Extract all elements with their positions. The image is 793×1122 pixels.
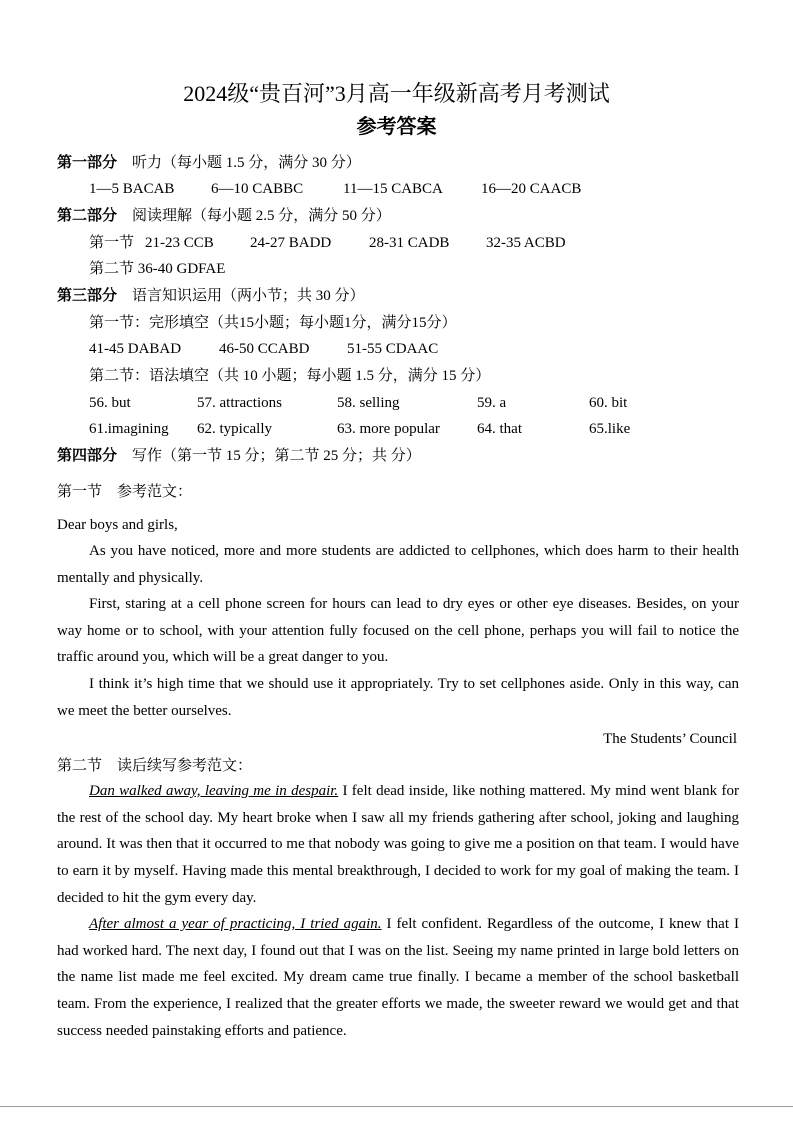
part1-heading: 第一部分 bbox=[57, 155, 118, 171]
footer-divider bbox=[0, 1106, 793, 1107]
page-subtitle: 参考答案 bbox=[356, 116, 437, 138]
part2-section2-label: 第二节 bbox=[89, 261, 135, 277]
part2-header bbox=[57, 206, 391, 226]
part3-section1-answer: 51-55 CDAAC bbox=[347, 341, 439, 357]
grammar-answer: 58. selling bbox=[337, 395, 400, 411]
essay1-paragraph-text: As you have noticed, more and more students are addicted to cellphones, which does harm to their health mentally and physically. bbox=[57, 543, 739, 586]
essay1-paragraph-text: First, staring at a cell phone screen for hours can lead to dry eyes or other eye diseases. Besides, on your way home or to school, with your attention fully focused on the cell phone, perhaps you will fail to notice the traffic around you, which will be a great danger to you. bbox=[57, 596, 739, 666]
grammar-answer: 64. that bbox=[477, 421, 522, 437]
grammar-answer: 65.like bbox=[589, 421, 631, 437]
part3-header bbox=[57, 286, 365, 306]
part4-desc: 写作（第一节 15 分；第二节 25 分；共 分） bbox=[132, 448, 421, 464]
grammar-answer: 59. a bbox=[477, 395, 507, 411]
part3-section1-answer: 41-45 DABAD bbox=[89, 341, 182, 357]
part2-section1-answer: 28-31 CADB bbox=[369, 235, 450, 251]
essay2-lead-sentence: Dan walked away, leaving me in despair. bbox=[89, 783, 339, 799]
part2-section1-label: 第一节 bbox=[89, 235, 135, 251]
part1-answer: 11—15 CABCA bbox=[343, 181, 443, 197]
essay1-signature: The Students’ Council bbox=[603, 731, 737, 747]
part2-section1-answer: 21-23 CCB bbox=[145, 235, 214, 251]
part1-answer: 1—5 BACAB bbox=[89, 181, 175, 197]
essay1-label: 第一节 参考范文： bbox=[57, 484, 193, 500]
essay2-paragraph-text: I felt dead inside, like nothing mattered. My mind went blank for the rest of the school day. My heart broke when I saw all my friends gathering after school, joking and laughing around. It was then that it occurred to me that nobody was going to give me a position on that team. I would have to earn it by myself. Having made this mental breakthrough, I decided to work for my goal of making the team. I decided to hit the gym every day. bbox=[57, 783, 739, 906]
part1-desc: 听力（每小题 1.5 分，满分 30 分） bbox=[132, 155, 361, 171]
essay1-paragraph-text: I think it’s high time that we should use it appropriately. Try to set cellphones aside. Only in this way, can we meet the better ourselves. bbox=[57, 676, 739, 719]
essay2-lead-sentence: After almost a year of practicing, I tried again. bbox=[89, 916, 382, 932]
essay2-label: 第二节 读后续写参考范文： bbox=[57, 758, 253, 774]
essay2-paragraph bbox=[57, 778, 739, 912]
part2-heading: 第二部分 bbox=[57, 208, 118, 224]
grammar-answer: 63. more popular bbox=[337, 421, 440, 437]
part4-header bbox=[57, 446, 421, 466]
essay1-paragraph bbox=[57, 671, 739, 724]
part2-section2 bbox=[89, 259, 225, 279]
part2-section1-answer: 24-27 BADD bbox=[250, 235, 332, 251]
essay2-paragraph bbox=[57, 911, 739, 1045]
part3-heading: 第三部分 bbox=[57, 288, 118, 304]
part1-header bbox=[57, 153, 361, 173]
grammar-answer: 56. but bbox=[89, 395, 131, 411]
part1-answer: 6—10 CABBC bbox=[211, 181, 304, 197]
grammar-answer: 61.imagining bbox=[89, 421, 169, 437]
part2-section2-answers: 36-40 GDFAE bbox=[137, 261, 226, 277]
grammar-answer: 57. attractions bbox=[197, 395, 282, 411]
part3-section1-answer: 46-50 CCABD bbox=[219, 341, 310, 357]
part4-heading: 第四部分 bbox=[57, 448, 118, 464]
part3-section2-title: 第二节：语法填空（共 10 小题；每小题 1.5 分，满分 15 分） bbox=[89, 368, 491, 384]
essay1-paragraph bbox=[57, 538, 739, 591]
essay1-greeting: Dear boys and girls, bbox=[57, 517, 178, 533]
part2-desc: 阅读理解（每小题 2.5 分，满分 50 分） bbox=[132, 208, 391, 224]
grammar-answer: 62. typically bbox=[197, 421, 272, 437]
part3-section1-title: 第一节：完形填空（共15小题；每小题1分，满分15分） bbox=[89, 315, 457, 331]
essay2-paragraph-text: I felt confident. Regardless of the outcome, I knew that I had worked hard. The next day, I found out that I was on the list. Seeing my name printed in large bold letters on the name list made me feel excited. My dream came true finally. I became a member of the school basketball team. From the experience, I realized that the greater efforts we made, the sweeter reward we would get and that success needed painstaking efforts and patience. bbox=[57, 916, 740, 1039]
part1-answer: 16—20 CAACB bbox=[481, 181, 582, 197]
grammar-answer: 60. bit bbox=[589, 395, 628, 411]
part3-desc: 语言知识运用（两小节；共 30 分） bbox=[132, 288, 365, 304]
part2-section1-answer: 32-35 ACBD bbox=[486, 235, 566, 251]
essay1-paragraph bbox=[57, 591, 739, 671]
page-title: 2024级“贵百河”3月高一年级新高考月考测试 bbox=[183, 81, 610, 106]
